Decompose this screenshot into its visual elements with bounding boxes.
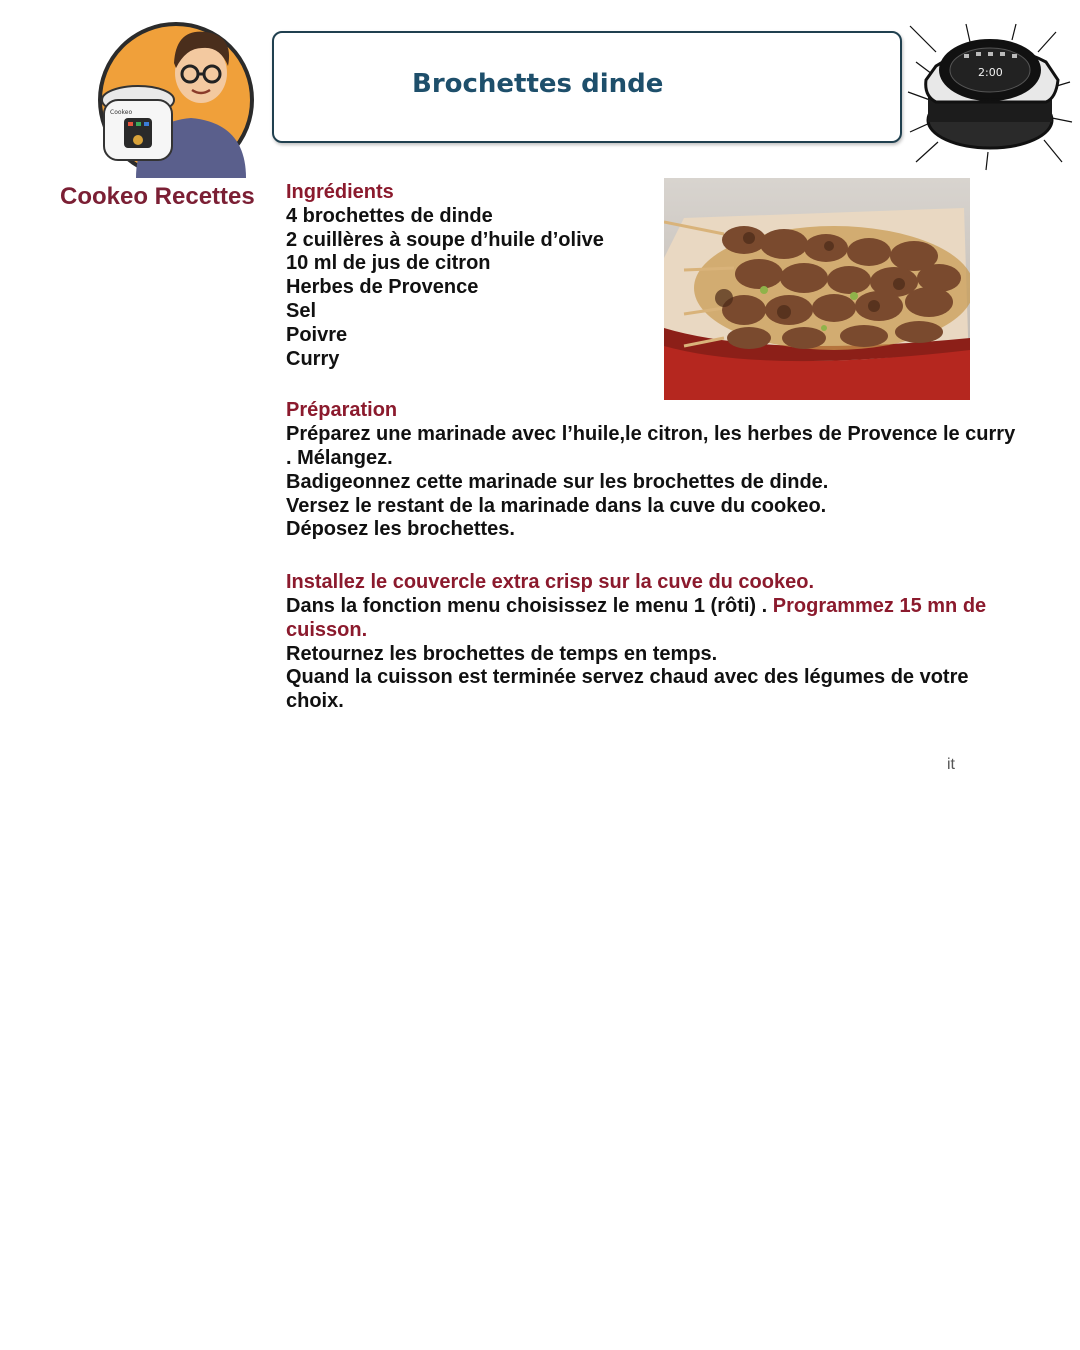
title-box — [272, 31, 902, 143]
preparation-step: Préparez une marinade avec l’huile,le citron, les herbes de Provence le curry . Mélangez. — [286, 423, 1016, 469]
preparation-step: Versez le restant de la marinade dans la cuve du cookeo. — [286, 494, 827, 517]
preparation-step: Déposez les brochettes. — [286, 518, 515, 541]
preparation-heading: Préparation — [286, 399, 398, 422]
menu-instruction: Dans la fonction menu choisissez le menu 1 (rôti) . — [286, 594, 773, 617]
ingredient-item: Sel — [286, 299, 317, 322]
program-instruction: Programmez 15 mn de cuisson. — [286, 594, 987, 641]
ingredient-item: Curry — [286, 347, 340, 370]
brand-name: Cookeo Recettes — [60, 183, 255, 210]
ingredient-item: 10 ml de jus de citron — [286, 252, 491, 275]
cooker-illustration — [906, 22, 1074, 172]
ingredient-item: 4 brochettes de dinde — [286, 204, 493, 227]
ingredient-item: Poivre — [286, 323, 348, 346]
crisp-lid-instruction: Installez le couvercle extra crisp sur la cuve du cookeo. — [286, 571, 815, 594]
recipe-title: Brochettes dinde — [412, 69, 664, 99]
ingredient-item: 2 cuillères à soupe d’huile d’olive — [286, 228, 604, 251]
preparation-step: Badigeonnez cette marinade sur les brochettes de dinde. — [286, 470, 829, 493]
brand-logo — [96, 18, 256, 178]
ingredient-item: Herbes de Provence — [286, 276, 479, 299]
final-step: Retournez les brochettes de temps en temps. — [286, 642, 718, 665]
menu-instruction-line — [286, 595, 1026, 643]
ingredients-heading: Ingrédients — [286, 181, 394, 203]
recipe-content — [286, 181, 1026, 714]
stray-text: it — [947, 756, 955, 773]
device-display-readout: 2:00 — [978, 66, 1003, 79]
final-step: Quand la cuisson est terminée servez chaud avec des légumes de votre choix. — [286, 666, 969, 713]
logo-device-label: Cookeo — [110, 109, 133, 116]
